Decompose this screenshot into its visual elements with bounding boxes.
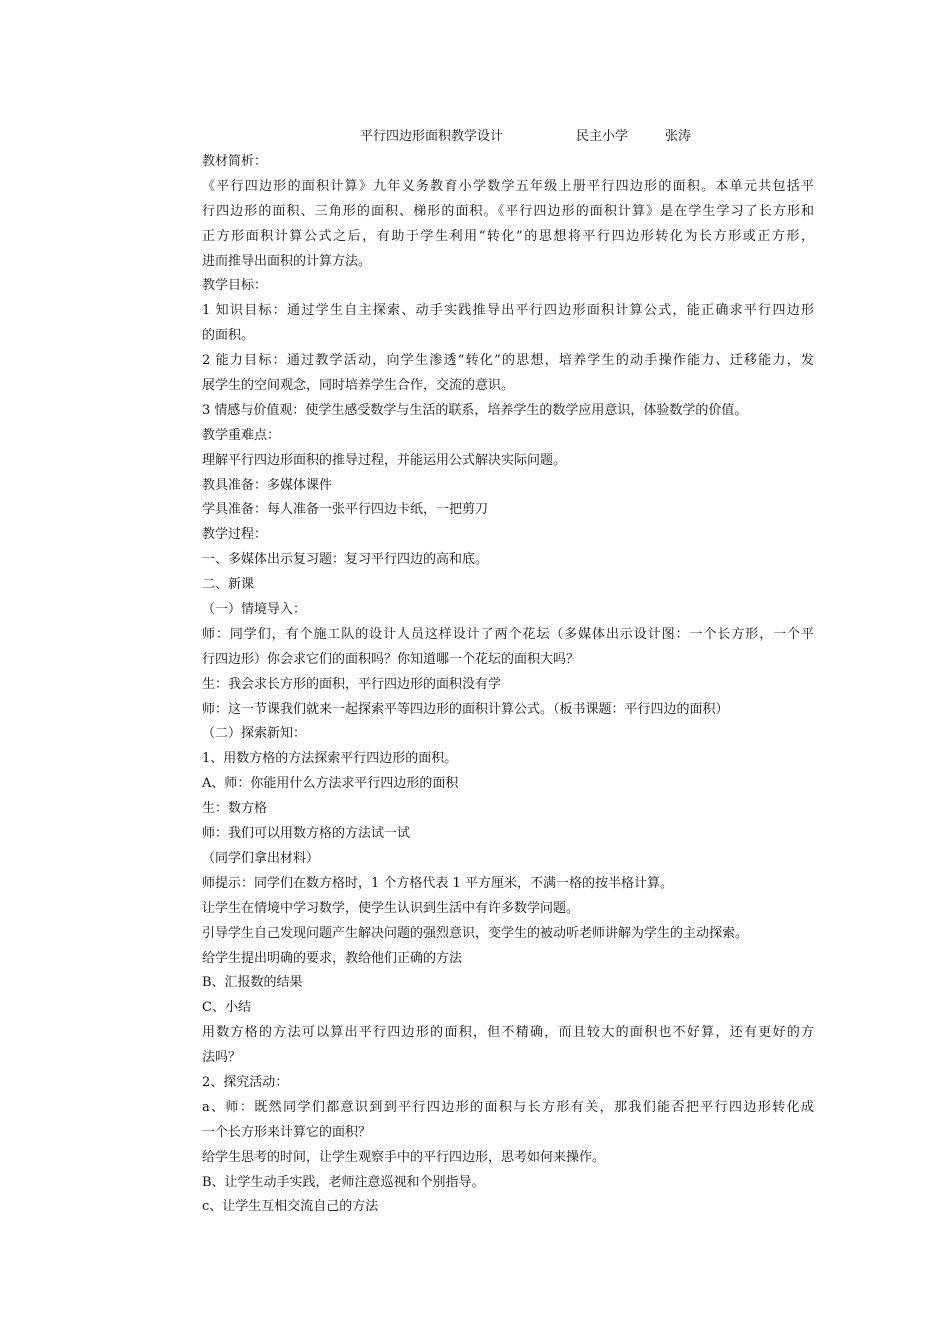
text-line: 教学重难点： (202, 427, 281, 443)
text-line: 的面积。 (202, 328, 255, 344)
text-line: 教材简析： (202, 154, 268, 169)
text-line: 行四边形）你会求它们的面积吗？你知道哪一个花坛的面积大吗？ (202, 651, 580, 667)
text-line: 法吗？ (202, 1050, 242, 1066)
text-line: 1 知识目标：通过学生自主探索、动手实践推导出平行四边形面积计算公式，能正确求平行四边形 (202, 303, 814, 319)
text-line: 行四边形的面积、三角形的面积、梯形的面积。《平行四边形的面积计算》是在学生学习了长方形和 (202, 203, 814, 219)
text-line: 理解平行四边形面积的推导过程，并能运用公式解决实际问题。 (202, 452, 567, 468)
text-line: （二）探索新知： (202, 726, 307, 742)
text-line: B、汇报数的结果 (202, 975, 303, 991)
text-line: 2、探究活动： (202, 1074, 289, 1090)
text-line: 一个长方形来计算它的面积？ (202, 1124, 372, 1140)
text-line: 给学生提出明确的要求，教给他们正确的方法 (202, 950, 463, 966)
text-line: 师：我们可以用数方格的方法试一试 (202, 826, 411, 842)
text-line: B、让学生动手实践，老师注意巡视和个别指导。 (202, 1174, 485, 1190)
text-line: 教学过程： (202, 527, 268, 543)
text-line: c、让学生互相交流自己的方法 (202, 1199, 379, 1215)
text-line: 让学生在情境中学习数学，使学生认识到生活中有许多数学问题。 (202, 900, 580, 916)
text-line: 展学生的空间观念，同时培养学生合作，交流的意识。 (202, 378, 515, 394)
school-name: 民主小学 (576, 129, 629, 144)
text-line: （同学们拿出材料） (202, 850, 320, 866)
author-name: 张涛 (665, 129, 692, 144)
text-line: A、师：你能用什么方法求平行四边形的面积 (202, 776, 459, 792)
text-line: 3 情感与价值观：使学生感受数学与生活的联系，培养学生的数学应用意识，体验数学的价值。 (202, 402, 748, 418)
text-line: 《平行四边形的面积计算》九年义务教育小学数学五年级上册平行四边形的面积。本单元共包括平 (202, 178, 814, 194)
text-line: 教学目标： (202, 278, 268, 294)
text-line: 用数方格的方法可以算出平行四边形的面积，但不精确，而且较大的面积也不好算，还有更好的方 (202, 1025, 814, 1041)
text-line: C、小结 (202, 1000, 251, 1016)
text-line: 给学生思考的时间，让学生观察手中的平行四边形，思考如何来操作。 (202, 1149, 606, 1165)
text-line: 师提示：同学们在数方格时，1 个方格代表 1 平方厘米，不满一格的按半格计算。 (202, 875, 673, 891)
text-line: 师：这一节课我们就来一起探索平等四边形的面积计算公式。（板书课题：平行四边的面积） (202, 701, 729, 717)
text-line: 正方形面积计算公式之后，有助于学生利用“转化”的思想将平行四边形转化为长方形或正方形， (202, 228, 814, 244)
text-line: 一、多媒体出示复习题：复习平行四边的高和底。 (202, 552, 489, 568)
text-line: a、师：既然同学们都意识到到平行四边形的面积与长方形有关，那我们能否把平行四边形转化成 (202, 1099, 814, 1115)
document-body (202, 150, 814, 1220)
text-line: 学具准备：每人准备一张平行四边卡纸，一把剪刀 (202, 502, 489, 518)
text-line: 1、用数方格的方法探索平行四边形的面积。 (202, 751, 458, 767)
text-line: （一）情境导入： (202, 602, 307, 618)
text-line: 引导学生自己发现问题产生解决问题的强烈意识，变学生的被动听老师讲解为学生的主动探索。 (202, 925, 749, 941)
text-line: 进而推导出面积的计算方法。 (202, 253, 372, 269)
document-title (0, 127, 950, 147)
text-line: 2 能力目标：通过教学活动，向学生渗透“转化”的思想，培养学生的动手操作能力、迁移能力，发 (202, 353, 814, 369)
title-text: 平行四边形面积教学设计 (360, 129, 504, 144)
text-line: 师：同学们，有个施工队的设计人员这样设计了两个花坛（多媒体出示设计图：一个长方形，一个平 (202, 626, 814, 642)
text-line: 生：我会求长方形的面积，平行四边形的面积没有学 (202, 676, 502, 692)
text-line: 生：数方格 (202, 801, 268, 817)
text-line: 二、新课 (202, 577, 255, 593)
text-line: 教具准备：多媒体课件 (202, 477, 333, 493)
